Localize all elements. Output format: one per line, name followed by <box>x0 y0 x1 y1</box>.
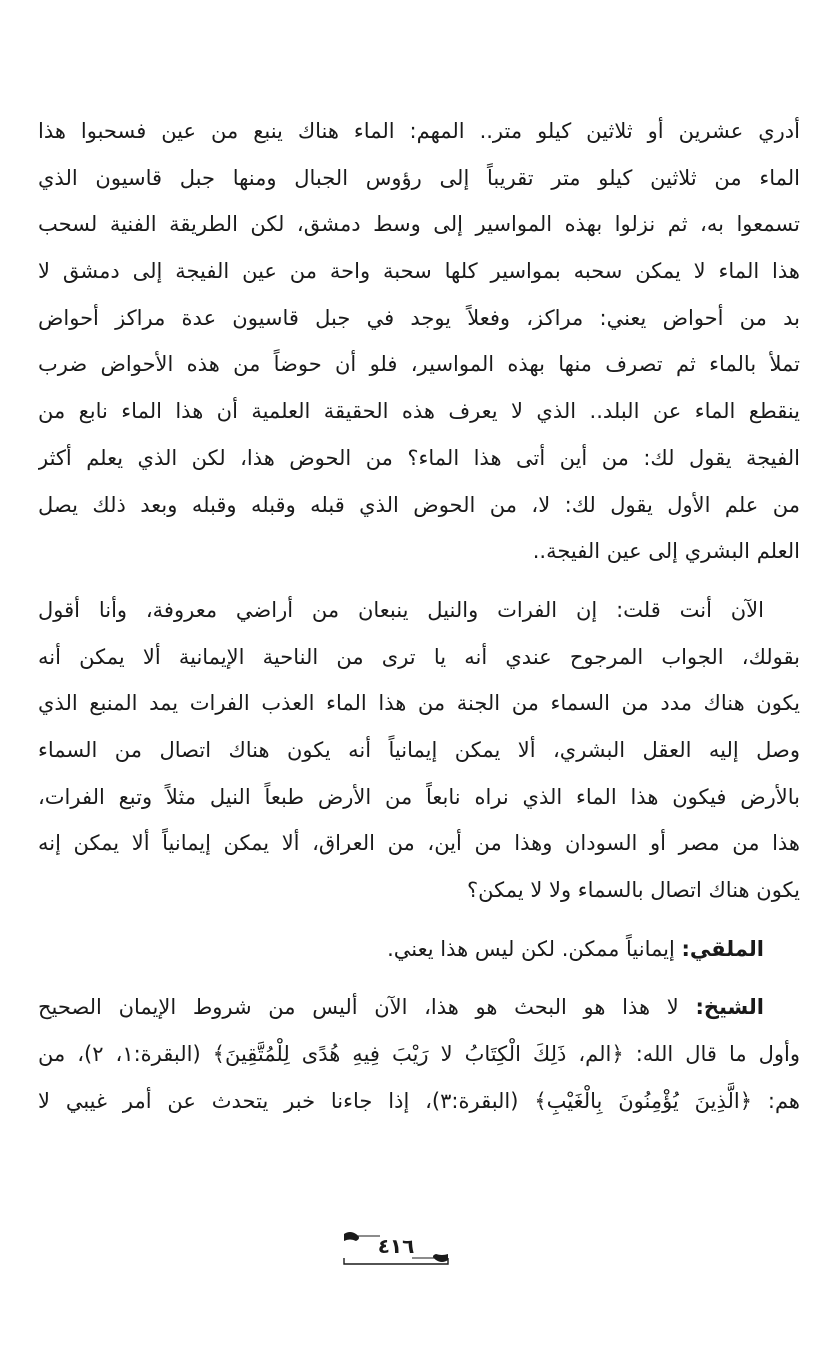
paragraph-fijeh-water <box>38 108 800 575</box>
page-number-frame <box>340 1228 452 1266</box>
text-line <box>38 984 800 1031</box>
text-line: تسمعوا به، ثم نزلوا بهذه المواسير إلى وسط دمشق، لكن الطريقة الفنية لسحب <box>38 212 800 237</box>
text-line: بالأرض فيكون هذا الماء الذي نراه نابعاً من الأرض طبعاً النيل مثلاً وتبع الفرات، <box>38 784 800 809</box>
text-line: يكون هناك اتصال بالسماء ولا لا يمكن؟ <box>466 878 800 902</box>
speaker-label: الشيخ: <box>695 995 764 1020</box>
text-line: العلم البشري إلى عين الفيجة.. <box>532 539 800 564</box>
document-page <box>38 108 800 1218</box>
paragraph-sheikh <box>38 984 800 1124</box>
text-line: من علم الأول يقول لك: لا، من الحوض الذي قبله وقبله وقبله وبعد ذلك يصل <box>38 492 800 517</box>
page-number: ٤١٦ <box>377 1234 415 1258</box>
paragraph-questioner <box>38 926 800 973</box>
text-line: تملأ بالماء ثم تصرف منها بهذه المواسير، فلو أن حوضاً من هذه الأحواض ضرب <box>38 352 800 377</box>
text-line: بد من أحواض يعني: مراكز، وفعلاً يوجد في جبل قاسيون عدة مراكز أحواض <box>38 305 800 330</box>
speech-text: لا هذا هو البحث هو هذا، الآن أليس من شروط الإيمان الصحيح <box>38 995 696 1020</box>
paragraph-euphrates-nile <box>38 587 800 914</box>
text-line: الماء من ثلاثين كيلو متر تقريباً إلى رؤوس الجبال ومنها جبل قاسيون الذي <box>38 165 800 190</box>
text-line: الفيجة يقول لك: من أين أتى هذا الماء؟ من الحوض هذا، لكن الذي يعلم أكثر <box>38 445 800 470</box>
speech-text: إيمانياً ممكن. لكن ليس هذا يعني. <box>387 936 682 961</box>
text-line: هذا الماء لا يمكن سحبه بمواسير كلها سحبة واحة من عين الفيجة إلى دمشق لا <box>38 259 800 284</box>
text-line: وأول ما قال الله: ﴿الم، ذَلِكَ الْكِتَابُ لا رَيْبَ فِيهِ هُدًى لِلْمُتَّقِينَ﴾ (البقرة:١، ٢)، من <box>38 1042 800 1067</box>
speaker-label: الملقي: <box>681 936 764 961</box>
text-line: ينقطع الماء عن البلد.. الذي لا يعرف هذه الحقيقة العلمية أن هذا الماء نابع من <box>38 399 800 424</box>
text-line: بقولك، الجواب المرجوح عندي أنه يا ترى من الناحية الإيمانية ألا يمكن أنه <box>38 644 800 669</box>
paragraph-gap <box>38 914 800 926</box>
paragraph-gap <box>38 575 800 587</box>
text-line: هم: ﴿الَّذِينَ يُؤْمِنُونَ بِالْغَيْبِ﴾ (البقرة:٣)، إذا جاءنا خبر يتحدث عن أمر غيبي لا <box>38 1088 800 1113</box>
text-line: الآن أنت قلت: إن الفرات والنيل ينبعان من أراضي معروفة، وأنا أقول <box>38 597 764 622</box>
paragraph-gap <box>38 972 800 984</box>
text-line: يكون هناك مدد من السماء من الجنة من هذا الماء العذب الفرات يمد المنبع الذي <box>38 691 800 716</box>
text-line <box>38 926 800 973</box>
text-line: وصل إليه العقل البشري، ألا يمكن إيمانياً أنه يكون هناك اتصال من السماء <box>38 737 800 762</box>
text-line: أدري عشرين أو ثلاثين كيلو متر.. المهم: الماء هناك ينبع من عين فسحبوا هذا <box>38 119 800 143</box>
text-line: هذا من مصر أو السودان وهذا من أين، من العراق، ألا يمكن إيمانياً ألا يمكن إنه <box>38 831 800 856</box>
